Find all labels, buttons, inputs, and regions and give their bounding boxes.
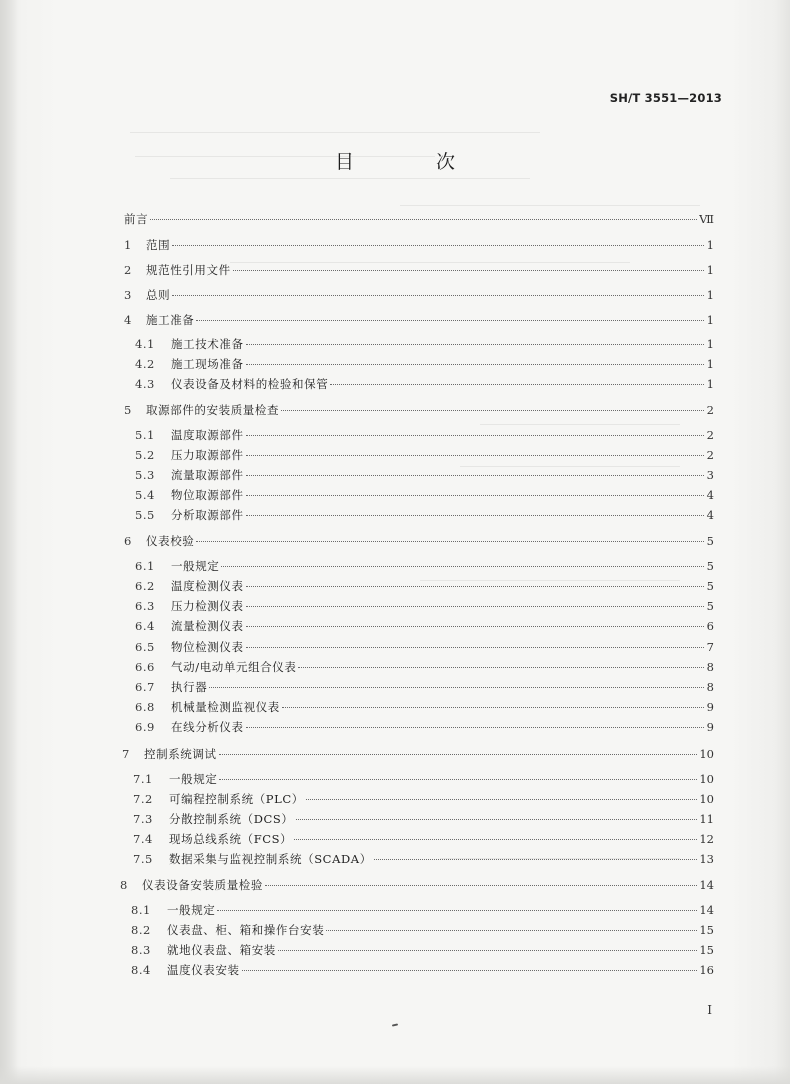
toc-entry-number: 8 bbox=[120, 878, 128, 892]
toc-entry-title: 温度取源部件 bbox=[171, 428, 244, 442]
toc-entry-number: 8.4 bbox=[131, 963, 151, 977]
toc-subentry[interactable] bbox=[135, 699, 714, 715]
toc-entry-number: 4.3 bbox=[135, 377, 155, 391]
toc-entry-title: 仪表盘、柜、箱和操作台安装 bbox=[167, 923, 325, 937]
toc-entry-page: 5 bbox=[706, 579, 714, 593]
toc-entry-title: 分散控制系统（DCS） bbox=[169, 812, 294, 826]
toc-subentry[interactable] bbox=[133, 791, 714, 807]
toc-entry-page: 2 bbox=[706, 403, 714, 417]
toc-entry-title: 施工技术准备 bbox=[171, 337, 244, 351]
toc-title: 目 次 bbox=[334, 151, 494, 173]
toc-entry-title: 仪表设备及材料的检验和保管 bbox=[171, 377, 329, 391]
dot-leader bbox=[281, 410, 704, 411]
dot-leader bbox=[326, 930, 697, 931]
toc-entry-title: 一般规定 bbox=[167, 903, 216, 917]
toc-entry[interactable] bbox=[124, 237, 714, 253]
toc-subentry[interactable] bbox=[135, 618, 714, 634]
toc-entry-number: 6.7 bbox=[135, 680, 155, 694]
toc-entry-page: 1 bbox=[706, 288, 714, 302]
dot-leader bbox=[209, 687, 704, 688]
toc-entry-page: 4 bbox=[706, 508, 714, 522]
dot-leader bbox=[282, 707, 704, 708]
toc-entry-page: 9 bbox=[706, 700, 714, 714]
dot-leader bbox=[265, 885, 697, 886]
toc-entry-title: 分析取源部件 bbox=[171, 508, 244, 522]
toc-subentry[interactable] bbox=[135, 427, 714, 443]
dot-leader bbox=[296, 819, 698, 820]
toc-entry-page: 5 bbox=[706, 534, 714, 548]
toc-subentry[interactable] bbox=[131, 922, 714, 938]
toc-entry-page: 2 bbox=[706, 428, 714, 442]
toc-entry-number: 6.5 bbox=[135, 640, 155, 654]
toc-entry-title: 压力取源部件 bbox=[171, 448, 244, 462]
toc-subentry[interactable] bbox=[135, 598, 714, 614]
toc-entry-title: 仪表设备安装质量检验 bbox=[142, 878, 263, 892]
dot-leader bbox=[217, 910, 697, 911]
dot-leader bbox=[196, 320, 704, 321]
toc-entry-number: 8.2 bbox=[131, 923, 151, 937]
page-number: I bbox=[707, 1003, 712, 1017]
toc-subentry[interactable] bbox=[135, 336, 714, 352]
toc-entry-page: 1 bbox=[706, 377, 714, 391]
toc-entry-page: 14 bbox=[699, 878, 714, 892]
dot-leader bbox=[306, 799, 697, 800]
toc-entry-number: 6.3 bbox=[135, 599, 155, 613]
toc-entry-page: 8 bbox=[706, 680, 714, 694]
dot-leader bbox=[246, 364, 704, 365]
toc-entry-page: 3 bbox=[706, 468, 714, 482]
toc-entry-page: 10 bbox=[699, 792, 714, 806]
toc-entry-title: 仪表校验 bbox=[146, 534, 195, 548]
toc-entry-title: 温度仪表安装 bbox=[167, 963, 240, 977]
dot-leader bbox=[246, 495, 704, 496]
toc-entry-page: 8 bbox=[706, 660, 714, 674]
dot-leader bbox=[246, 606, 704, 607]
dot-leader bbox=[246, 727, 704, 728]
toc-entry-title: 现场总线系统（FCS） bbox=[169, 832, 293, 846]
toc-entry-page: 12 bbox=[699, 832, 714, 846]
dot-leader bbox=[298, 667, 704, 668]
toc-subentry[interactable] bbox=[131, 942, 714, 958]
toc-entry[interactable] bbox=[124, 312, 714, 328]
document-code: SH/T 3551—2013 bbox=[609, 91, 722, 105]
toc-entry[interactable] bbox=[124, 211, 714, 227]
toc-entry-page: 14 bbox=[699, 903, 714, 917]
toc-entry-page: 7 bbox=[706, 640, 714, 654]
toc-entry-title: 施工准备 bbox=[146, 313, 195, 327]
toc-entry-number: 6.9 bbox=[135, 720, 155, 734]
toc-subentry[interactable] bbox=[133, 831, 714, 847]
dot-leader bbox=[246, 344, 704, 345]
toc-subentry[interactable] bbox=[135, 487, 714, 503]
toc-entry-number: 6.2 bbox=[135, 579, 155, 593]
toc-entry-number: 5.1 bbox=[135, 428, 155, 442]
toc-entry-page: 1 bbox=[706, 337, 714, 351]
toc-subentry[interactable] bbox=[135, 356, 714, 372]
toc-subentry[interactable] bbox=[135, 558, 714, 574]
toc-entry-page: 9 bbox=[706, 720, 714, 734]
toc-entry-number: 1 bbox=[124, 238, 132, 252]
dot-leader bbox=[246, 647, 704, 648]
toc-entry-number: 5.4 bbox=[135, 488, 155, 502]
toc-entry-number: 4.2 bbox=[135, 357, 155, 371]
toc-subentry[interactable] bbox=[131, 962, 714, 978]
toc-entry-title: 可编程控制系统（PLC） bbox=[169, 792, 304, 806]
toc-entry-number: 7.4 bbox=[133, 832, 153, 846]
toc-entry-title: 就地仪表盘、箱安装 bbox=[167, 943, 276, 957]
toc-entry-page: 1 bbox=[706, 357, 714, 371]
dot-leader bbox=[172, 295, 704, 296]
toc-subentry[interactable] bbox=[135, 447, 714, 463]
toc-entry-page: 10 bbox=[699, 772, 714, 786]
dot-leader bbox=[246, 475, 704, 476]
toc-entry-number: 3 bbox=[124, 288, 132, 302]
dot-leader bbox=[172, 245, 704, 246]
toc-entry-page: 4 bbox=[706, 488, 714, 502]
toc-entry-page: 10 bbox=[699, 747, 714, 761]
dot-leader bbox=[242, 970, 698, 971]
toc-entry-number: 4.1 bbox=[135, 337, 155, 351]
toc-entry-page: 1 bbox=[706, 313, 714, 327]
toc-entry-number: 5 bbox=[124, 403, 132, 417]
toc-entry-title: 一般规定 bbox=[169, 772, 218, 786]
toc-subentry[interactable] bbox=[135, 679, 714, 695]
toc-entry-number: 7.1 bbox=[133, 772, 153, 786]
toc-entry[interactable] bbox=[120, 877, 714, 893]
toc-entry-title: 温度检测仪表 bbox=[171, 579, 244, 593]
toc-entry-page: 5 bbox=[706, 559, 714, 573]
toc-entry-number: 6.6 bbox=[135, 660, 155, 674]
toc-entry-title: 气动/电动单元组合仪表 bbox=[171, 660, 297, 674]
toc-entry-number: 6.8 bbox=[135, 700, 155, 714]
toc-subentry[interactable] bbox=[135, 719, 714, 735]
toc-entry-number: 5.3 bbox=[135, 468, 155, 482]
toc-entry-title: 数据采集与监视控制系统（SCADA） bbox=[169, 852, 372, 866]
toc-entry-title: 规范性引用文件 bbox=[146, 263, 231, 277]
toc-subentry[interactable] bbox=[133, 811, 714, 827]
toc-entry-number: 6.1 bbox=[135, 559, 155, 573]
toc-entry-number: 8.3 bbox=[131, 943, 151, 957]
toc-entry-page: 13 bbox=[699, 852, 714, 866]
toc-entry-number: 4 bbox=[124, 313, 132, 327]
toc-entry-number: 6.4 bbox=[135, 619, 155, 633]
toc-entry[interactable] bbox=[124, 287, 714, 303]
dot-leader bbox=[221, 566, 704, 567]
toc-entry[interactable] bbox=[124, 262, 714, 278]
toc-subentry[interactable] bbox=[135, 467, 714, 483]
toc-entry-title: 执行器 bbox=[171, 680, 208, 694]
toc-entry[interactable] bbox=[124, 533, 714, 549]
dot-leader bbox=[294, 839, 697, 840]
toc-entry-page: 5 bbox=[706, 599, 714, 613]
toc-entry-number: 7.2 bbox=[133, 792, 153, 806]
dot-leader bbox=[246, 586, 704, 587]
toc-entry-title: 范围 bbox=[146, 238, 171, 252]
toc-entry-title: 控制系统调试 bbox=[144, 747, 217, 761]
dot-leader bbox=[219, 754, 698, 755]
toc-entry-page: Ⅶ bbox=[699, 212, 714, 226]
toc-subentry[interactable] bbox=[131, 902, 714, 918]
dot-leader bbox=[246, 455, 704, 456]
toc-entry-title: 压力检测仪表 bbox=[171, 599, 244, 613]
toc-entry-title: 物位检测仪表 bbox=[171, 640, 244, 654]
toc-subentry[interactable] bbox=[135, 376, 714, 392]
toc-subentry[interactable] bbox=[133, 851, 714, 867]
toc-entry-number: 7.5 bbox=[133, 852, 153, 866]
toc-entry-number: 2 bbox=[124, 263, 132, 277]
toc-entry-page: 2 bbox=[706, 448, 714, 462]
dot-leader bbox=[246, 435, 704, 436]
dot-leader bbox=[330, 384, 704, 385]
toc-entry-title: 一般规定 bbox=[171, 559, 220, 573]
toc-entry-title: 取源部件的安装质量检查 bbox=[146, 403, 280, 417]
toc-entry-title: 施工现场准备 bbox=[171, 357, 244, 371]
toc-entry-number: 6 bbox=[124, 534, 132, 548]
dot-leader bbox=[246, 515, 704, 516]
toc-entry-page: 1 bbox=[706, 238, 714, 252]
toc-entry-number: 5.2 bbox=[135, 448, 155, 462]
dot-leader bbox=[196, 541, 704, 542]
toc-entry-page: 15 bbox=[699, 923, 714, 937]
toc-entry-number: 8.1 bbox=[131, 903, 151, 917]
toc-entry-page: 6 bbox=[706, 619, 714, 633]
toc-subentry[interactable] bbox=[133, 771, 714, 787]
toc-entry-page: 11 bbox=[699, 812, 714, 826]
toc-subentry[interactable] bbox=[135, 639, 714, 655]
toc-entry[interactable] bbox=[122, 746, 714, 762]
dot-leader bbox=[374, 859, 698, 860]
toc-entry[interactable] bbox=[124, 402, 714, 418]
toc-entry-title: 前言 bbox=[124, 212, 149, 226]
toc-entry-title: 物位取源部件 bbox=[171, 488, 244, 502]
toc-entry-title: 流量取源部件 bbox=[171, 468, 244, 482]
toc-entry-number: 7 bbox=[122, 747, 130, 761]
toc-entry-title: 在线分析仪表 bbox=[171, 720, 244, 734]
dot-leader bbox=[233, 270, 704, 271]
dot-leader bbox=[150, 219, 697, 220]
toc-entry-page: 1 bbox=[706, 263, 714, 277]
toc-entry-number: 7.3 bbox=[133, 812, 153, 826]
toc-entry-page: 16 bbox=[699, 963, 714, 977]
dot-leader bbox=[278, 950, 697, 951]
toc-subentry[interactable] bbox=[135, 659, 714, 675]
toc-entry-title: 流量检测仪表 bbox=[171, 619, 244, 633]
toc-entry-title: 机械量检测监视仪表 bbox=[171, 700, 280, 714]
dot-leader bbox=[219, 779, 697, 780]
dot-leader bbox=[246, 626, 704, 627]
toc-subentry[interactable] bbox=[135, 578, 714, 594]
toc-entry-title: 总则 bbox=[146, 288, 171, 302]
toc-entry-number: 5.5 bbox=[135, 508, 155, 522]
toc-subentry[interactable] bbox=[135, 507, 714, 523]
toc-entry-page: 15 bbox=[699, 943, 714, 957]
